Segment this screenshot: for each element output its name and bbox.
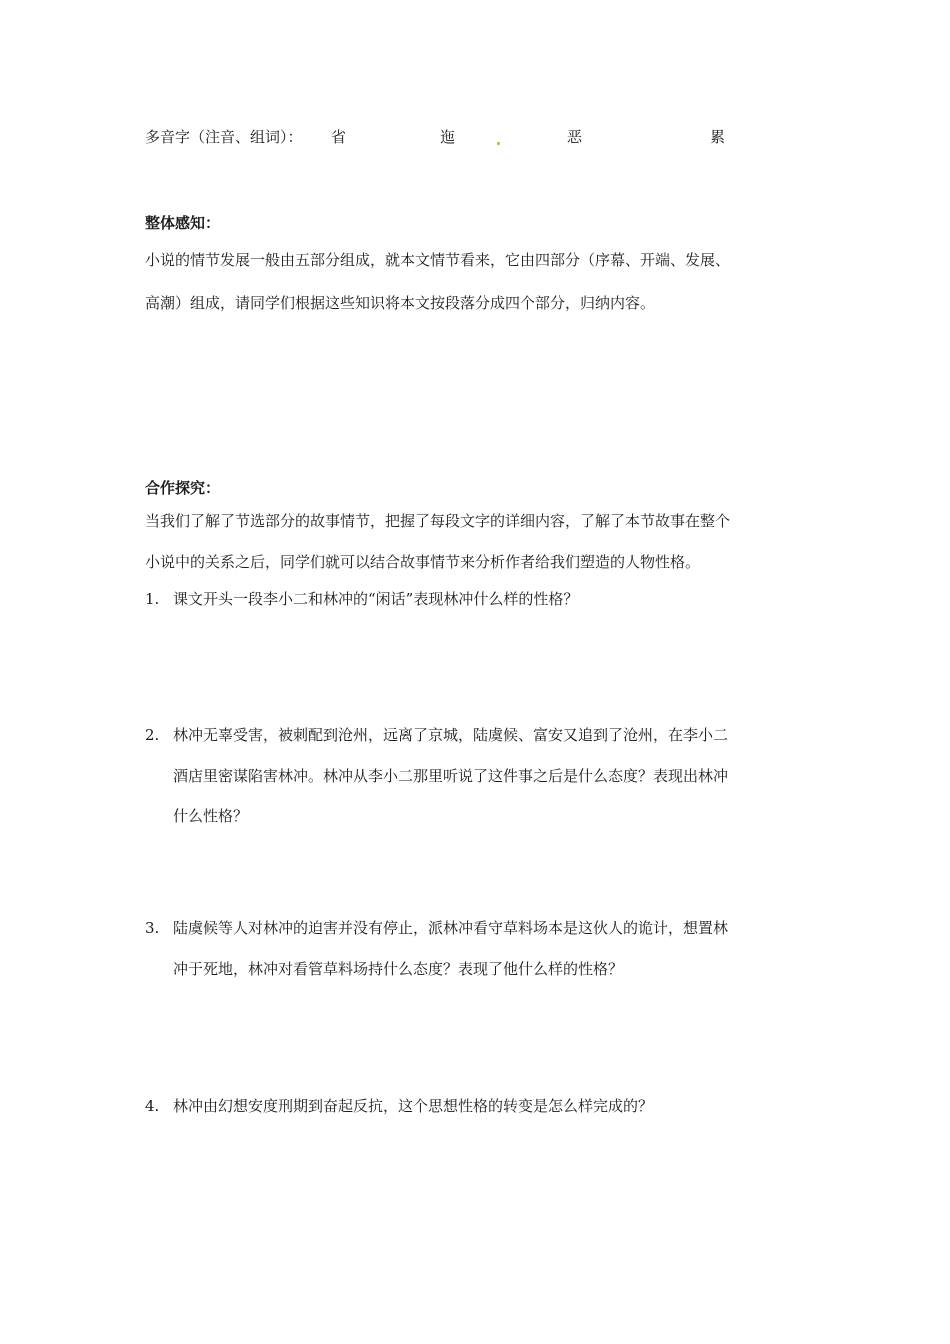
question-3-line-1: 陆虞候等人对林冲的迫害并没有停止，派林冲看守草料场本是这伙人的诡计，想置林 [173, 919, 729, 937]
question-3-number: 3. [145, 919, 160, 937]
polyphonic-char-1: 省 [331, 128, 347, 146]
overview-line-2: 高潮）组成，请同学们根据这些知识将本文按段落分成四个部分，归纳内容。 [145, 294, 656, 312]
highlight-mark [497, 142, 500, 145]
explore-line-2: 小说中的关系之后，同学们就可以结合故事情节来分析作者给我们塑造的人物性格。 [145, 553, 701, 571]
question-4-number: 4. [145, 1097, 160, 1115]
question-1-number: 1. [145, 590, 160, 608]
question-2-line-2: 酒店里密谋陷害林冲。林冲从李小二那里听说了这件事之后是什么态度？表现出林冲 [173, 767, 729, 785]
explore-heading: 合作探究： [145, 479, 221, 497]
overview-heading: 整体感知： [145, 214, 221, 232]
polyphonic-char-2: 迤 [440, 128, 456, 146]
question-3-line-2: 冲于死地，林冲对看管草料场持什么态度？表现了他什么样的性格？ [173, 960, 624, 978]
explore-line-1: 当我们了解了节选部分的故事情节，把握了每段文字的详细内容，了解了本节故事在整个 [145, 512, 731, 530]
polyphonic-char-3: 恶 [567, 128, 583, 146]
question-2-line-1: 林冲无辜受害，被刺配到沧州，远离了京城，陆虞候、富安又追到了沧州，在李小二 [173, 726, 729, 744]
question-2-line-3: 什么性格？ [173, 807, 249, 825]
question-2-number: 2. [145, 726, 160, 744]
question-1-line-1: 课文开头一段李小二和林冲的“闲话”表现林冲什么样的性格？ [173, 590, 579, 608]
polyphonic-char-4: 累 [710, 128, 726, 146]
polyphonic-label: 多音字（注音、组词）： [145, 128, 303, 146]
question-4-line-1: 林冲由幻想安度刑期到奋起反抗，这个思想性格的转变是怎么样完成的？ [173, 1097, 654, 1115]
overview-line-1: 小说的情节发展一般由五部分组成，就本文情节看来，它由四部分（序幕、开端、发展、 [145, 251, 731, 269]
